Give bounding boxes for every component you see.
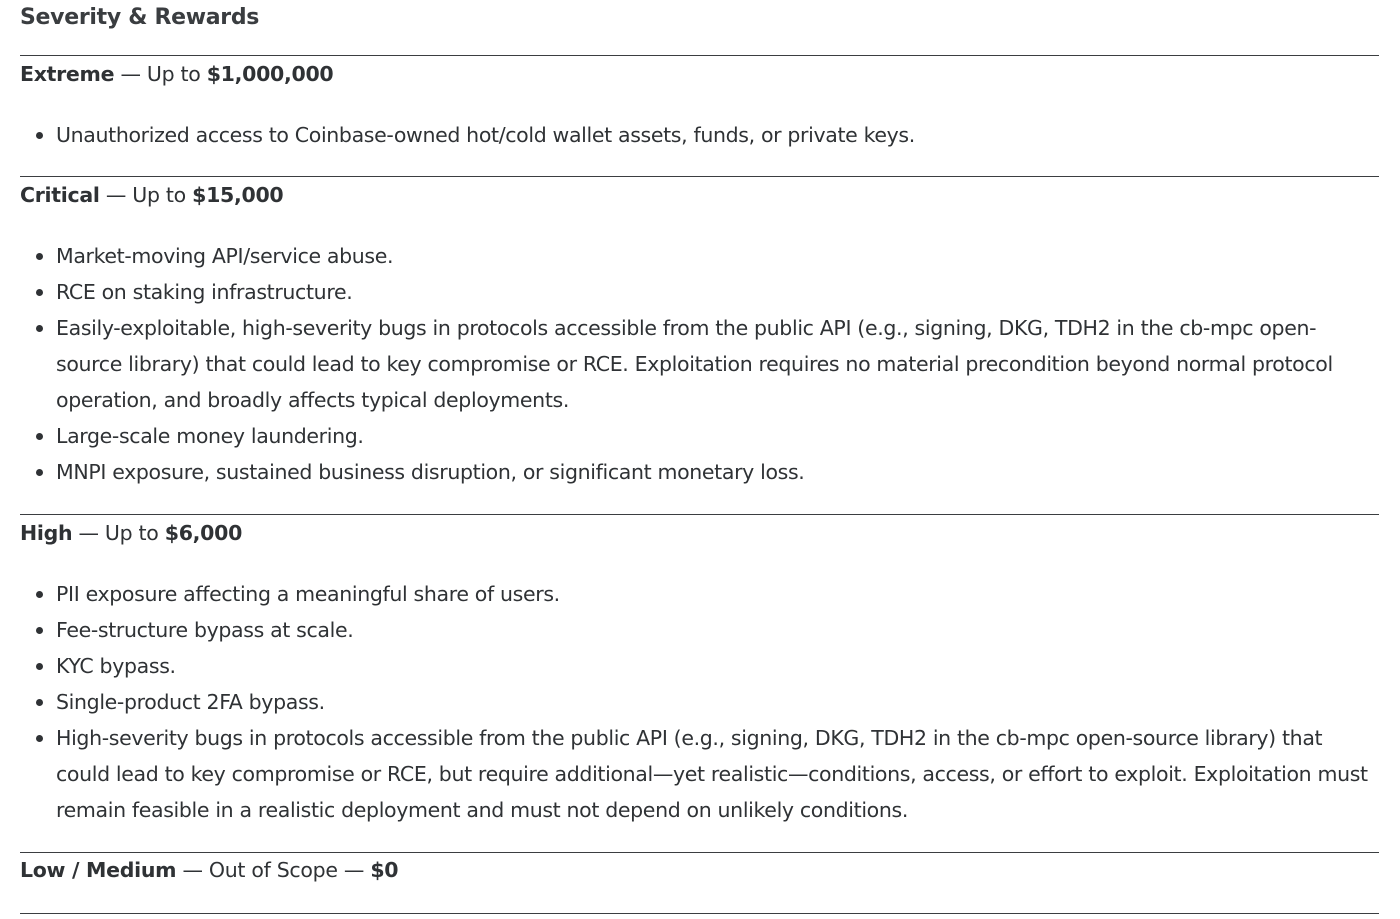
tier-list-extreme bbox=[0, 117, 1380, 153]
tier-prefix: Up to bbox=[146, 62, 201, 86]
tier-name: Low / Medium bbox=[20, 858, 177, 882]
bullet-icon bbox=[36, 663, 43, 670]
bullet-icon bbox=[36, 735, 43, 742]
list-item-text: Market-moving API/service abuse. bbox=[56, 244, 394, 268]
list-item bbox=[0, 274, 1380, 310]
list-item bbox=[0, 612, 1380, 648]
bullet-icon bbox=[36, 469, 43, 476]
list-item bbox=[0, 310, 1380, 418]
list-item-text: Unauthorized access to Coinbase-owned hot/cold wallet assets, funds, or private keys. bbox=[56, 123, 915, 147]
divider bbox=[20, 913, 1379, 914]
bullet-icon bbox=[36, 325, 43, 332]
list-item-text: Fee-structure bypass at scale. bbox=[56, 618, 354, 642]
list-item-text: Large-scale money laundering. bbox=[56, 424, 364, 448]
tier-name: High bbox=[20, 521, 73, 545]
tier-heading-low-medium bbox=[20, 858, 398, 882]
tier-separator: — bbox=[120, 62, 141, 86]
list-item bbox=[0, 684, 1380, 720]
tier-heading-critical bbox=[20, 183, 283, 207]
bullet-icon bbox=[36, 591, 43, 598]
divider bbox=[20, 176, 1379, 177]
list-item-text: KYC bypass. bbox=[56, 654, 176, 678]
tier-amount: $15,000 bbox=[192, 183, 284, 207]
bullet-icon bbox=[36, 627, 43, 634]
tier-amount: $0 bbox=[370, 858, 399, 882]
tier-list-critical bbox=[0, 238, 1380, 490]
list-item-text: Single-product 2FA bypass. bbox=[56, 690, 325, 714]
tier-heading-high bbox=[20, 521, 242, 545]
bullet-icon bbox=[36, 132, 43, 139]
tier-heading-extreme bbox=[20, 62, 333, 86]
tier-name: Extreme bbox=[20, 62, 115, 86]
list-item bbox=[0, 720, 1380, 828]
list-item-text: PII exposure affecting a meaningful share of users. bbox=[56, 582, 560, 606]
divider bbox=[20, 852, 1379, 853]
tier-amount: $6,000 bbox=[164, 521, 243, 545]
tier-prefix: Up to bbox=[132, 183, 186, 207]
list-item-text: High-severity bugs in protocols accessible from the public API (e.g., signing, DKG, TDH2 in the cb-mpc open-source library) that could lead to key compromise or RCE, but require additional—yet realistic—conditions, access, or effort to exploit. Exploitation must remain feasible in a realistic deployment and must not depend on unlikely conditions. bbox=[56, 726, 1368, 822]
tier-separator: — bbox=[182, 858, 203, 882]
tier-list-high bbox=[0, 576, 1380, 828]
tier-prefix: Up to bbox=[104, 521, 159, 545]
tier-separator: — bbox=[105, 183, 127, 207]
list-item bbox=[0, 117, 1380, 153]
bullet-icon bbox=[36, 433, 43, 440]
list-item bbox=[0, 238, 1380, 274]
list-item bbox=[0, 648, 1380, 684]
list-item-text: Easily-exploitable, high-severity bugs in protocols accessible from the public API (e.g., signing, DKG, TDH2 in the cb-mpc open-source library) that could lead to key compromise or RCE. Exploitation requires no material precondition beyond normal protocol operation, and broadly affects typical deployments. bbox=[56, 316, 1333, 412]
divider bbox=[20, 55, 1379, 56]
tier-prefix: Out of Scope bbox=[208, 858, 338, 882]
tier-name: Critical bbox=[20, 183, 100, 207]
list-item bbox=[0, 576, 1380, 612]
list-item bbox=[0, 418, 1380, 454]
bullet-icon bbox=[36, 289, 43, 296]
bullet-icon bbox=[36, 699, 43, 706]
tier-separator: — bbox=[343, 858, 365, 882]
section-title: Severity & Rewards bbox=[20, 5, 260, 30]
tier-separator: — bbox=[78, 521, 99, 545]
bullet-icon bbox=[36, 253, 43, 260]
divider bbox=[20, 514, 1379, 515]
list-item-text: MNPI exposure, sustained business disruption, or significant monetary loss. bbox=[56, 460, 805, 484]
list-item bbox=[0, 454, 1380, 490]
list-item-text: RCE on staking infrastructure. bbox=[56, 280, 353, 304]
tier-amount: $1,000,000 bbox=[206, 62, 334, 86]
